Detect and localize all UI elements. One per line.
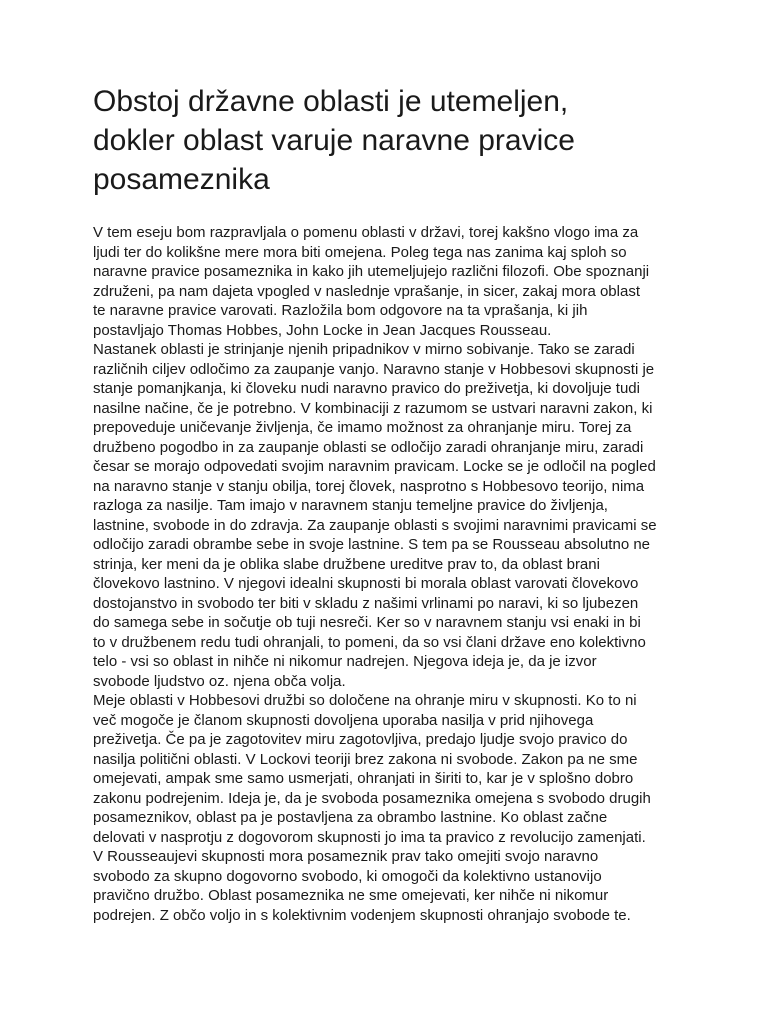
text-line: Nastanek oblasti je strinjanje njenih pripadnikov v mirno sobivanje. Tako se zaradi xyxy=(93,341,635,358)
text-line: te naravne pravice varovati. Razložila bom odgovore na ta vprašanja, ki jih xyxy=(93,302,588,319)
text-line: človekovo lastnino. V njegovi idealni skupnosti bi morala oblast varovati človekovo xyxy=(93,575,639,592)
text-line: naravne pravice posameznika in kako jih utemeljujejo različni filozofi. Obe spoznanji xyxy=(93,263,650,280)
text-line: pravično družbo. Oblast posameznika ne sme omejevati, ker nihče ni nikomur xyxy=(93,887,609,904)
text-line: združeni, pa nam dajeta vpogled v naslednje vprašanje, in sicer, zakaj mora oblast xyxy=(93,282,640,300)
text-line: V Rousseaujevi skupnosti mora posameznik prav tako omejiti svojo naravno xyxy=(93,848,599,865)
text-line: družbeno pogodbo in za zaupanje oblasti se odločijo zaradi ohranjanje miru, zaradi xyxy=(93,438,644,456)
text-line: preživetja. Če pa je zagotovitev miru zagotovljiva, predajo ljudje svojo pravico do xyxy=(93,731,628,748)
text-line: lastnine, svobode in do zdravja. Za zaupanje oblasti s svojimi naravnimi pravicami se xyxy=(93,516,657,534)
text-line: telo - vsi so oblast in nihče ni nikomur nadrejen. Njegova ideja je, da je izvor xyxy=(93,653,597,670)
text-line: na naravno stanje v stanju obilja, torej človek, nasprotno s Hobbesovo teorijo, nima xyxy=(93,477,645,495)
paragraph-limits-of-authority xyxy=(93,691,683,925)
text-line: dostojanstvo in svobodo ter biti v skladu z našimi vrlinami po naravi, ki so ljubezen xyxy=(93,594,639,612)
paragraph-introduction xyxy=(93,223,683,340)
text-line: posameznikov, oblast pa je postavljena za obrambo lastnine. Ko oblast začne xyxy=(93,809,608,826)
text-line: odločijo zaradi obrambe sebe in svoje lastnine. S tem pa se Rousseau absolutno ne xyxy=(93,536,651,553)
text-line: svobode ljudstvo oz. njena obča volja. xyxy=(93,672,346,690)
text-line: delovati v nasprotju z dogovorom skupnosti jo ima ta pravico z revolucijo zamenjati. xyxy=(93,828,646,846)
text-line: stanje pomanjkanja, ki človeku nudi naravno pravico do preživetja, ki dovoljuje tudi xyxy=(93,380,640,397)
text-line: nasilne načine, če je potrebno. V kombinaciji z razumom se ustvari naravni zakon, ki xyxy=(93,399,653,417)
text-line: omejevati, ampak sme samo usmerjati, ohranjati in širiti to, kar je v splošno dobro xyxy=(93,770,634,787)
document-page xyxy=(93,82,683,925)
text-line: prepoveduje uničevanje življenja, če imamo možnost za ohranjanje miru. Torej za xyxy=(93,419,632,436)
title-line: Obstoj državne oblasti je utemeljen, xyxy=(93,85,569,118)
text-line: V tem eseju bom razpravljala o pomenu oblasti v državi, torej kakšno vlogo ima za xyxy=(93,224,639,241)
text-line: to v družbenem redu tudi ohranjali, to pomeni, da so vsi člani države eno kolektivno xyxy=(93,633,646,651)
text-line: več mogoče je članom skupnosti dovoljena uporaba nasilja v prid njihovega xyxy=(93,711,594,729)
text-line: česar se morajo odpovedati svojim naravnim pravicam. Locke se je odločil na pogled xyxy=(93,458,656,475)
document-body xyxy=(93,223,683,925)
text-line: Meje oblasti v Hobbesovi družbi so določene na ohranje miru v skupnosti. Ko to ni xyxy=(93,692,637,709)
text-line: nasilja politični oblasti. V Lockovi teoriji brez zakona ni svobode. Zakon pa ne sme xyxy=(93,750,638,768)
title-line: posameznika xyxy=(93,163,270,196)
text-line: ljudi ter do kolikšne mere mora biti omejena. Poleg tega nas zanima kaj sploh so xyxy=(93,243,627,261)
paragraph-origin-of-authority xyxy=(93,340,683,691)
text-line: do samega sebe in sočutje ob tuji nesreči. Ker so v naravnem stanju vsi enaki in bi xyxy=(93,614,641,631)
text-line: različnih ciljev odločimo za zaupanje vanjo. Naravno stanje v Hobbesovi skupnosti je xyxy=(93,360,655,378)
document-title xyxy=(93,82,683,199)
title-line: dokler oblast varuje naravne pravice xyxy=(93,124,575,157)
text-line: strinja, ker meni da je oblika slabe družbene ureditve prav to, da oblast brani xyxy=(93,555,600,573)
text-line: zakonu podrejenim. Ideja je, da je svoboda posameznika omejena s svobodo drugih xyxy=(93,789,651,807)
text-line: razloga za nasilje. Tam imajo v naravnem stanju temeljne pravice do življenja, xyxy=(93,497,608,514)
text-line: postavljajo Thomas Hobbes, John Locke in Jean Jacques Rousseau. xyxy=(93,321,552,339)
text-line: podrejen. Z občo voljo in s kolektivnim vodenjem skupnosti ohranjajo svobode te. xyxy=(93,906,631,924)
text-line: svobodo za skupno dogovorno svobodo, ki omogoči da kolektivno ustanovijo xyxy=(93,867,602,885)
